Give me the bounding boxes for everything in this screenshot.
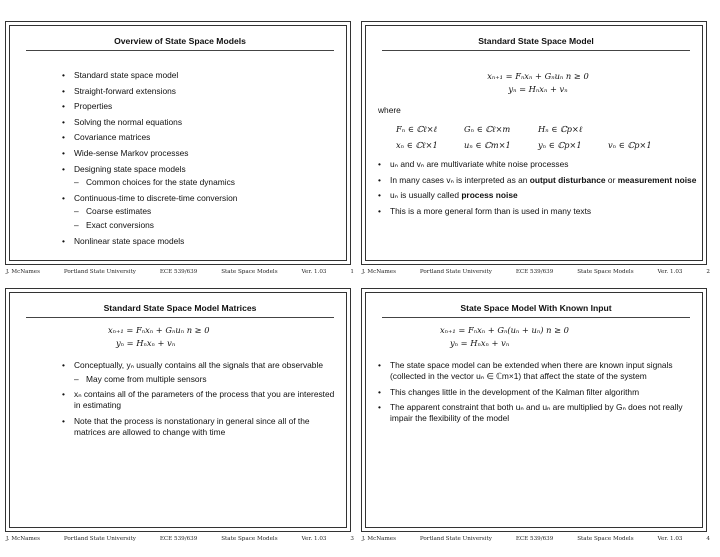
list-item: • Continuous-time to discrete-time conversion	[62, 193, 342, 204]
title-rule	[26, 50, 334, 51]
list-item: • Designing state space models	[62, 164, 342, 175]
footer-author: J. McNames	[6, 269, 40, 275]
dim-F: Fₙ ∈ ℂℓ×ℓ	[396, 124, 438, 134]
footer-author: J. McNames	[362, 536, 396, 542]
list-item: • Standard state space model	[62, 70, 342, 81]
dim-u: uₙ ∈ ℂm×1	[464, 140, 511, 150]
slide-footer	[6, 269, 354, 279]
list-item: • Solving the normal equations	[62, 117, 342, 128]
footer-page: 3	[350, 536, 354, 542]
footer-topic: State Space Models	[221, 269, 278, 275]
list-item: • Properties	[62, 101, 342, 112]
slide-footer	[362, 536, 710, 546]
slide-content	[378, 71, 698, 221]
dim-y: yₙ ∈ ℂp×1	[538, 140, 582, 150]
dim-empty	[608, 124, 698, 135]
dim-G: Gₙ ∈ ℂℓ×m	[464, 124, 511, 134]
slide-footer	[362, 269, 710, 279]
title-rule	[382, 50, 690, 51]
footer-course: ECE 539/639	[159, 269, 198, 275]
list-item: • Conceptually, yₙ usually contains all the signals that are observable	[62, 360, 342, 371]
footer-page: 1	[350, 269, 354, 275]
footer-topic: State Space Models	[577, 269, 634, 275]
list-item: • Nonlinear state space models	[62, 236, 342, 247]
footer-version: Ver. 1.03	[657, 269, 683, 275]
slide-title: Standard State Space Model Matrices	[103, 303, 257, 313]
footer-version: Ver. 1.03	[301, 536, 327, 542]
dim-H: Hₙ ∈ ℂp×ℓ	[538, 124, 583, 134]
list-item: • This is a more general form than is used in many texts	[378, 206, 698, 217]
footer-author: J. McNames	[6, 536, 40, 542]
footer-university: Portland State University	[419, 536, 492, 542]
sub-item: – Coarse estimates	[62, 206, 342, 217]
dimension-grid	[396, 124, 698, 151]
slide-2	[360, 20, 712, 284]
list-item: • uₙ and vₙ are multivariate white noise processes	[378, 159, 698, 170]
slide-content	[62, 70, 342, 251]
list-item: • uₙ is usually called process noise	[378, 190, 698, 201]
slide-title: State Space Model With Known Input	[460, 303, 612, 313]
output-equation: yₙ = Hₙxₙ + vₙ	[116, 338, 176, 348]
output-equation: yₙ = Hₙxₙ + vₙ	[508, 84, 568, 94]
sub-item: – Common choices for the state dynamics	[62, 177, 342, 188]
sub-item: – May come from multiple sensors	[62, 374, 342, 385]
footer-page: 4	[706, 536, 710, 542]
slide-content	[378, 325, 698, 429]
list-item: • The apparent constraint that both uₙ and uₙ are multiplied by Gₙ does not really impair the flexibility of the model	[378, 402, 698, 424]
output-equation: yₙ = Hₙxₙ + vₙ	[450, 338, 510, 348]
list-item: • This changes little in the development of the Kalman filter algorithm	[378, 387, 698, 398]
footer-topic: State Space Models	[577, 536, 634, 542]
footer-course: ECE 539/639	[515, 269, 554, 275]
slide-1	[4, 20, 356, 284]
footer-course: ECE 539/639	[515, 536, 554, 542]
footer-topic: State Space Models	[221, 536, 278, 542]
list-item: • Covariance matrices	[62, 132, 342, 143]
sub-item: – Exact conversions	[62, 220, 342, 231]
title-rule	[26, 317, 334, 318]
dim-x: xₙ ∈ ℂℓ×1	[396, 140, 438, 150]
slide-footer	[6, 536, 354, 546]
slide-title: Standard State Space Model	[478, 36, 594, 46]
slide-4	[360, 287, 712, 551]
list-item: • Straight-forward extensions	[62, 86, 342, 97]
state-equation: xₙ₊₁ = Fₙxₙ + Gₙ(uₙ + uₙ) n ≥ 0	[440, 325, 569, 335]
slide-3	[4, 287, 356, 551]
footer-university: Portland State University	[419, 269, 492, 275]
footer-page: 2	[706, 269, 710, 275]
list-item: • Note that the process is nonstationary in general since all of the matrices are allowed to change with time	[62, 416, 342, 438]
list-item: • Wide-sense Markov processes	[62, 148, 342, 159]
slide-content	[62, 325, 342, 442]
list-item: • In many cases vₙ is interpreted as an output disturbance or measurement noise	[378, 175, 698, 186]
where-label: where	[378, 105, 401, 115]
list-item: • xₙ contains all of the parameters of the process that you are interested in estimating	[62, 389, 342, 411]
footer-course: ECE 539/639	[159, 536, 198, 542]
slide-title: Overview of State Space Models	[114, 36, 246, 46]
footer-university: Portland State University	[63, 269, 136, 275]
footer-author: J. McNames	[362, 269, 396, 275]
title-rule	[382, 317, 690, 318]
dim-v: vₙ ∈ ℂp×1	[608, 140, 652, 150]
list-item: • The state space model can be extended when there are known input signals (collected in the vector uₙ ∈ ℂm×1) that affect the state of the system	[378, 360, 698, 382]
state-equation: xₙ₊₁ = Fₙxₙ + Gₙuₙ n ≥ 0	[108, 325, 210, 335]
state-equation: xₙ₊₁ = Fₙxₙ + Gₙuₙ n ≥ 0	[487, 71, 589, 81]
footer-version: Ver. 1.03	[301, 269, 327, 275]
footer-version: Ver. 1.03	[657, 536, 683, 542]
footer-university: Portland State University	[63, 536, 136, 542]
